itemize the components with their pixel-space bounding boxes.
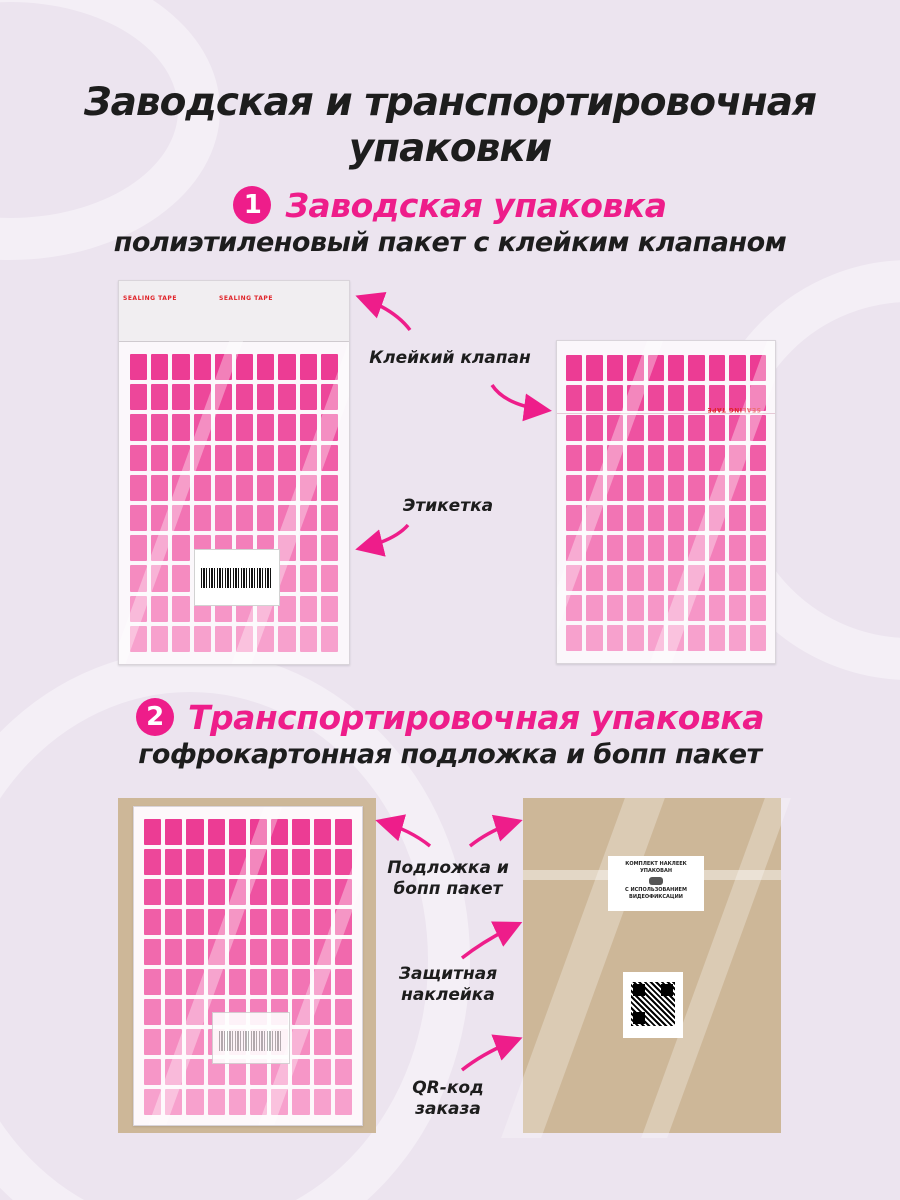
arrow-icon	[462, 925, 516, 958]
callout-sticker-line1: Защитная	[398, 964, 498, 984]
security-sticker-line: С ИСПОЛЬЗОВАНИЕМ	[625, 887, 687, 893]
arrow-icon	[362, 525, 408, 548]
security-sticker-line: ВИДЕОФИКСАЦИИ	[629, 894, 683, 900]
arrow-icon	[462, 1040, 516, 1070]
arrow-icon	[382, 822, 430, 846]
callout-backing-line2: бопп пакет	[393, 879, 503, 899]
section2-title: Транспортировочная упаковка	[187, 698, 765, 737]
security-sticker-line: УПАКОВАН	[639, 868, 673, 874]
arrow-icon	[470, 822, 516, 846]
section1-title: Заводская упаковка	[285, 186, 667, 225]
page-title-line1: Заводская и транспортировочная	[83, 80, 817, 125]
callout-label: Этикетка	[402, 496, 494, 516]
callout-adhesive-flap: Клейкий клапан	[369, 348, 531, 368]
callout-backing-line1: Подложка и	[387, 858, 509, 878]
callout-qr-line1: QR-код	[412, 1078, 484, 1098]
section2-number-badge: 2	[136, 698, 174, 736]
security-sticker-line: КОМПЛЕКТ НАКЛЕЕК	[625, 861, 687, 867]
sealing-tape-text: SEALING TAPE	[123, 295, 177, 302]
callout-qr-line2: заказа	[415, 1099, 481, 1119]
section2-subtitle: гофрокартонная подложка и бопп пакет	[138, 739, 762, 770]
callout-sticker-line2: наклейка	[401, 985, 495, 1005]
arrow-icon	[362, 298, 410, 330]
sealing-tape-text: SEALING TAPE	[707, 406, 761, 413]
section1-number-badge: 1	[233, 186, 271, 224]
page-title-line2: упаковки	[348, 126, 552, 171]
arrow-icon	[492, 385, 545, 410]
section1-subtitle: полиэтиленовый пакет с клейким клапаном	[113, 227, 787, 258]
sealing-tape-text: SEALING TAPE	[219, 295, 273, 302]
